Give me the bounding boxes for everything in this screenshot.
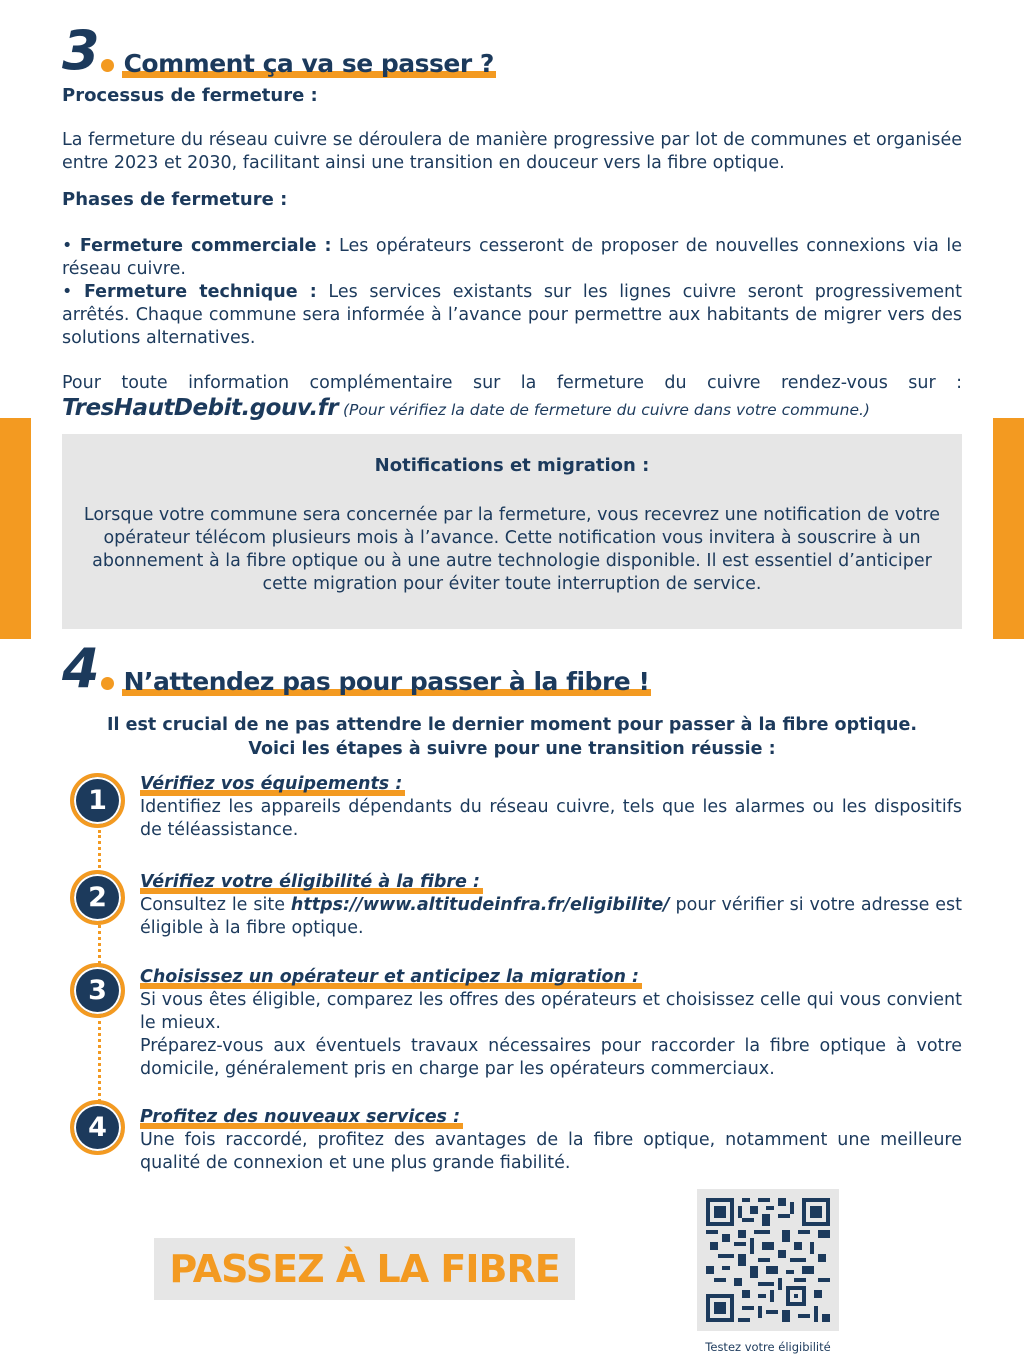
info-text: Pour toute information complémentaire sur la fermeture du cuivre rendez-vous sur : bbox=[62, 373, 962, 393]
step-4-badge: 4 bbox=[70, 1100, 125, 1155]
info-note: (Pour vérifiez la date de fermeture du cuivre dans votre commune.) bbox=[338, 401, 870, 419]
phase-text: Les services existants sur les lignes cuivre seront progressivement arrêtés. Chaque commune sera informée à l’avance pour permettre aux habitants de migrer vers des solutions alternatives. bbox=[62, 282, 962, 348]
process-text: La fermeture du réseau cuivre se déroulera de manière progressive par lot de communes et organisée entre 2023 et 2030, facilitant ainsi une transition en douceur vers la fibre optique. bbox=[62, 130, 962, 173]
title-dot-icon bbox=[101, 677, 114, 690]
section-4-intro bbox=[40, 713, 984, 761]
phase-label: Fermeture technique : bbox=[83, 282, 317, 302]
step-text: Une fois raccordé, profitez des avantages de la fibre optique, notamment une meilleure qualité de connexion et une plus grande fiabilité. bbox=[140, 1130, 962, 1173]
process-heading: Processus de fermeture : bbox=[62, 85, 318, 106]
left-accent-bar bbox=[0, 418, 31, 639]
notification-title: Notifications et migration : bbox=[374, 455, 650, 476]
phase-item-commercial: • Fermeture commerciale : Les opérateurs cesseront de proposer de nouvelles connexions via le réseau cuivre. bbox=[62, 236, 962, 279]
right-accent-bar bbox=[993, 418, 1024, 639]
step-2 bbox=[140, 871, 962, 940]
step-text-before: Consultez le site bbox=[140, 895, 291, 915]
section-3-heading: Comment ça va se passer ? bbox=[123, 48, 494, 78]
step-title: Vérifiez votre éligibilité à la fibre : bbox=[140, 871, 483, 894]
phases-heading: Phases de fermeture : bbox=[62, 189, 288, 210]
phase-label: Fermeture commerciale : bbox=[79, 236, 332, 256]
step-title: Profitez des nouveaux services : bbox=[140, 1106, 463, 1129]
step-text-2: Préparez-vous aux éventuels travaux nécessaires pour raccorder la fibre optique à votre domicile, généralement pris en charge par les opérateurs commerciaux. bbox=[140, 1036, 962, 1079]
section-4-heading: N’attendez pas pour passer à la fibre ! bbox=[123, 666, 650, 696]
eligibility-link[interactable]: https://www.altitudeinfra.fr/eligibilite/ bbox=[290, 895, 670, 915]
notification-text: Lorsque votre commune sera concernée par la fermeture, vous recevrez une notification de votre opérateur télécom plusieurs mois à l’avance. Cette notification vous invitera à souscrire à un abonnement à la fibre optique ou à une autre technologie disponible. Il est essentiel d’anticiper cette migration pour éviter toute interruption de service. bbox=[83, 505, 941, 594]
step-3 bbox=[140, 966, 962, 1081]
intro-line-2: Voici les étapes à suivre pour une transition réussie : bbox=[248, 739, 776, 759]
title-dot-icon bbox=[101, 59, 114, 72]
treshautdebit-link[interactable]: TresHautDebit.gouv.fr bbox=[62, 395, 339, 421]
step-title: Choisissez un opérateur et anticipez la migration : bbox=[140, 966, 642, 989]
info-link-line bbox=[62, 397, 962, 422]
section-3-title bbox=[62, 19, 496, 82]
step-3-badge: 3 bbox=[70, 963, 125, 1018]
step-4 bbox=[140, 1106, 962, 1175]
phase-list bbox=[62, 235, 962, 350]
intro-line-1: Il est crucial de ne pas attendre le dernier moment pour passer à la fibre optique. bbox=[107, 715, 917, 735]
phase-text: Les opérateurs cesseront de proposer de nouvelles connexions via le réseau cuivre. bbox=[62, 236, 962, 279]
section-4-title bbox=[62, 637, 651, 700]
notification-panel bbox=[62, 434, 962, 629]
section-3-number: 3 bbox=[62, 19, 98, 82]
passez-fibre-banner: PASSEZ À LA FIBRE bbox=[154, 1238, 575, 1300]
step-text bbox=[140, 894, 962, 940]
qr-caption: Testez votre éligibilité bbox=[705, 1340, 831, 1354]
step-text: Si vous êtes éligible, comparez les offres des opérateurs et choisissez celle qui vous convient le mieux. bbox=[140, 990, 962, 1033]
step-text: Identifiez les appareils dépendants du réseau cuivre, tels que les alarmes ou les dispositifs de téléassistance. bbox=[140, 797, 962, 840]
step-2-badge: 2 bbox=[70, 870, 125, 925]
step-text-after: pour vérifier si votre adresse est éligible à la fibre optique. bbox=[140, 895, 963, 938]
step-1 bbox=[140, 773, 962, 842]
qr-code-icon bbox=[706, 1198, 830, 1322]
section-4-number: 4 bbox=[62, 637, 98, 700]
step-title: Vérifiez vos équipements : bbox=[140, 773, 405, 796]
step-1-badge: 1 bbox=[70, 773, 125, 828]
qr-code[interactable] bbox=[697, 1189, 839, 1331]
phase-item-technical: • Fermeture technique : Les services existants sur les lignes cuivre seront progressivement arrêtés. Chaque commune sera informée à l’avance pour permettre aux habitants de migrer vers des solutions alternatives. bbox=[62, 282, 962, 348]
